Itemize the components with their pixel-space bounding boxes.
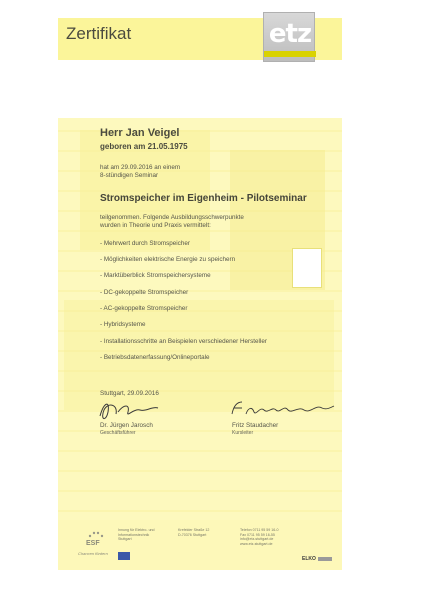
topic-item: - Hybridsysteme: [100, 321, 146, 328]
etz-logo: [263, 12, 315, 62]
signatory-name: Fritz Staudacher: [232, 422, 279, 429]
footer-line: info@etz-stuttgart.de: [240, 537, 274, 542]
signatory-role: Geschäftsführer: [100, 430, 136, 436]
elko-bar: [318, 557, 332, 561]
topic-item: - Marktüberblick Stromspeichersysteme: [100, 272, 211, 279]
topic-item: - AC-gekoppelte Stromspeicher: [100, 305, 188, 312]
footer-org: [118, 528, 155, 542]
elko-logo: ELKO: [302, 556, 316, 562]
topic-item: - Mehrwert durch Stromspeicher: [100, 240, 190, 247]
place-date: Stuttgart, 29.09.2016: [100, 390, 159, 397]
participant-name: Herr Jan Veigel: [100, 127, 180, 139]
topic-item: - Installationsschritte an Beispielen verschiedener Hersteller: [100, 338, 267, 345]
footer-address: [178, 528, 209, 537]
signature-staudacher: [228, 398, 338, 422]
participant-birthdate: geboren am 21.05.1975: [100, 142, 188, 151]
esf-caption: Chancen fördern: [78, 551, 108, 556]
footer-line: Krefelder Straße 12: [178, 528, 210, 532]
signatory-name: Dr. Jürgen Jarosch: [100, 422, 153, 429]
esf-label: ESF: [86, 540, 100, 547]
signature-jarosch: [96, 398, 166, 424]
footer-line: Fax 0711 95 59 16-55: [240, 532, 275, 537]
footer-line: Stuttgart: [118, 537, 132, 542]
photo-sign: [292, 248, 322, 288]
certificate-title: Zertifikat: [66, 24, 132, 43]
intro-line: 8-stündigen Seminar: [100, 172, 159, 179]
logo-text: etz: [268, 19, 312, 49]
intro-line: hat am 29.09.2016 an einem: [100, 164, 181, 171]
topic-item: - DC-gekoppelte Stromspeicher: [100, 289, 189, 296]
body-line: teilgenommen. Folgende Ausbildungsschwerpunkte: [100, 214, 244, 221]
footer-line: Innung für Elektro- und: [118, 528, 155, 532]
body-line: wurden in Theorie und Praxis vermittelt:: [100, 222, 211, 229]
seminar-title: Stromspeicher im Eigenheim - Pilotseminar: [100, 193, 307, 204]
footer-line: Telefon 0711 95 59 16-0: [240, 528, 279, 532]
logo-stripe: [264, 51, 316, 57]
footer-line: D-70376 Stuttgart: [178, 532, 207, 537]
topic-item: - Betriebsdatenerfassung/Onlineportale: [100, 354, 210, 361]
signatory-role: Kursleiter: [232, 430, 254, 436]
footer-line: Informationstechnik: [118, 532, 150, 537]
footer-contact: [240, 528, 279, 546]
topic-item: - Möglichkeiten elektrische Energie zu speichern: [100, 256, 236, 263]
eu-flag-icon: [118, 552, 130, 560]
footer-line: www.etz-stuttgart.de: [240, 541, 273, 546]
